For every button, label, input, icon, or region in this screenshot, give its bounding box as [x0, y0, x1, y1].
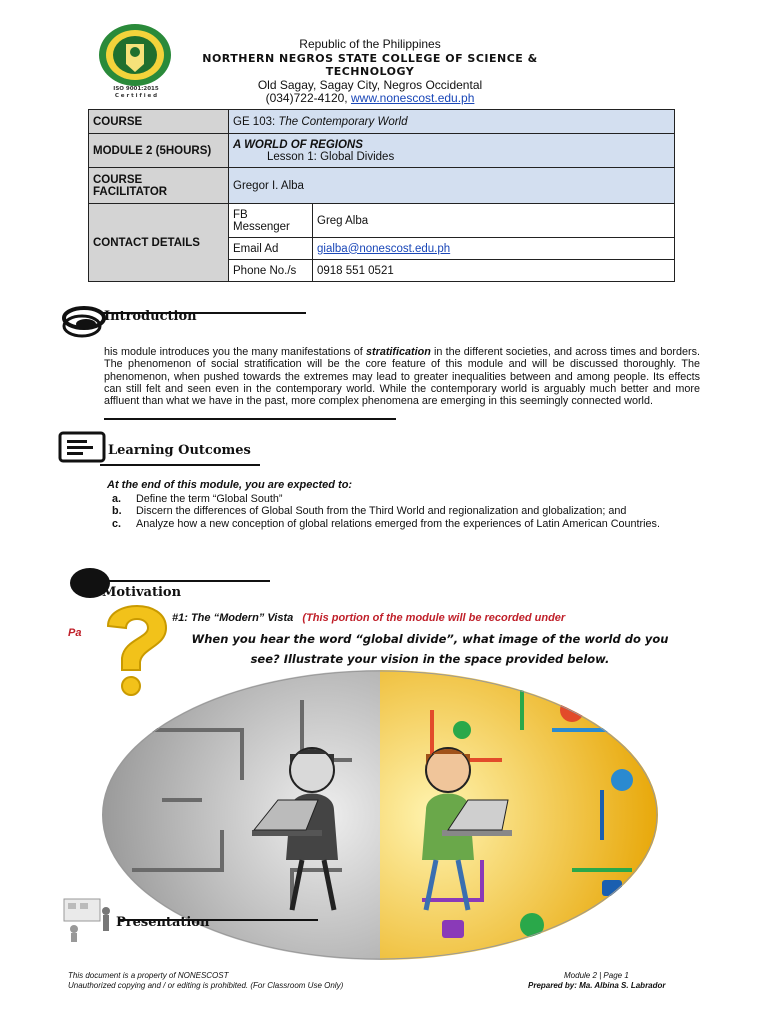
- module-value: [229, 134, 675, 168]
- list-item: [112, 505, 700, 517]
- list-text: Discern the differences of Global South from the Third World and regionalization and globalization; and: [136, 505, 627, 518]
- prompt-line2: see? Illustrate your vision in the space provided below.: [250, 652, 610, 666]
- republic-line: Republic of the Philippines: [299, 37, 441, 51]
- email-link[interactable]: gialba@nonescost.edu.ph: [317, 242, 451, 255]
- facilitator-value: Gregor I. Alba: [229, 168, 675, 204]
- introduction-heading: Introduction: [104, 309, 197, 324]
- course-label: COURSE: [89, 110, 229, 134]
- address-line: Old Sagay, Sagay City, Negros Occidental: [257, 77, 483, 92]
- contact-line: [180, 92, 560, 106]
- learning-outcomes-rule: [100, 464, 260, 466]
- phone-label: Phone No./s: [229, 260, 313, 282]
- motivation-rule: [100, 580, 270, 582]
- list-text: Define the term “Global South”: [136, 493, 283, 505]
- website-link[interactable]: www.nonescost.edu.ph: [350, 91, 475, 105]
- fb-label: [229, 204, 313, 238]
- footer-property: This document is a property of NONESCOST: [68, 971, 229, 980]
- intro-text-start: his module introduces you the many manifestations of: [104, 346, 367, 358]
- list-marker: a.: [112, 493, 122, 505]
- prompt-line1: When you hear the word “global divide”, what image of the world do you: [191, 632, 669, 646]
- fb-label-line2: Messenger: [233, 220, 290, 233]
- course-info-table: [88, 109, 675, 282]
- presentation-heading: Presentation: [116, 915, 210, 930]
- activity-pa: Pa: [68, 627, 82, 639]
- phone-value: 0918 551 0521: [313, 260, 675, 282]
- footer-right: [528, 971, 698, 990]
- motivation-heading: Motivation: [102, 585, 182, 600]
- list-item: [112, 518, 700, 530]
- motivation-prompt: [150, 629, 710, 669]
- list-text: Analyze how a new conception of global relations emerged from the experiences of Latin American Countries.: [136, 517, 660, 530]
- facilitator-label-line1: COURSE: [93, 173, 143, 186]
- iso-number: ISO 9001:2015: [113, 86, 159, 92]
- footer-notice: Unauthorized copying and / or editing is prohibited. (For Classroom Use Only): [68, 980, 344, 990]
- presentation-icon: [60, 895, 118, 943]
- intro-keyword: stratification: [366, 346, 431, 358]
- list-item: [112, 493, 700, 505]
- phone-number: (034)722-4120,: [265, 91, 351, 105]
- fb-value: Greg Alba: [313, 204, 675, 238]
- footer-prepared-by: Prepared by: Ma. Albina S. Labrador: [528, 980, 666, 990]
- email-label: Email Ad: [229, 238, 313, 260]
- learning-outcomes-icon: [58, 431, 108, 465]
- course-code: GE 103:: [233, 115, 279, 128]
- college-name: NORTHERN NEGROS STATE COLLEGE OF SCIENCE & TECHNOLOGY: [202, 51, 538, 78]
- activity-title: [172, 612, 565, 624]
- list-marker: b.: [112, 505, 122, 518]
- introduction-text: [104, 346, 700, 407]
- letterhead: [180, 38, 560, 106]
- learning-outcomes-heading: Learning Outcomes: [108, 443, 251, 458]
- intro-text-rest: in the different societies, and across times and borders. The phenomenon of social stratification will be the core feature of this module and will be discussed thoroughly. The phenomenon, when pushed towards the extremes may lead to greater inequalities between and among people. Its effects can still felt and seen even in the contemporary world. While the contemporary world is arguably much better and more affluent than what we have in the past, more complex phenomena are emerging in this seemingly connected world.: [104, 346, 701, 408]
- lesson-title: Lesson 1: Global Divides: [267, 150, 395, 163]
- list-marker: c.: [112, 517, 122, 530]
- college-seal-logo: [96, 22, 174, 88]
- outcomes-lead: At the end of this module, you are expected to:: [107, 479, 353, 491]
- activity-label: #1: The “Modern” Vista: [172, 612, 294, 624]
- module-label: MODULE 2 (5HOURS): [89, 134, 229, 168]
- contact-label: CONTACT DETAILS: [89, 204, 229, 282]
- footer-page: Module 2 | Page 1: [564, 971, 629, 980]
- iso-certified: C e r t i f i e d: [114, 93, 158, 99]
- facilitator-label: [89, 168, 229, 204]
- iso-certification: [108, 86, 164, 100]
- fb-label-line1: FB: [233, 208, 248, 221]
- outcomes-list: [112, 493, 700, 530]
- course-value: [229, 110, 675, 134]
- email-value-cell: [313, 238, 675, 260]
- intro-underline: [104, 418, 396, 420]
- module-title: A WORLD OF REGIONS: [233, 138, 363, 151]
- facilitator-label-line2: FACILITATOR: [93, 185, 168, 198]
- course-title: The Contemporary World: [278, 115, 408, 128]
- footer-left: [68, 971, 343, 990]
- activity-note: (This portion of the module will be recorded under: [302, 612, 566, 624]
